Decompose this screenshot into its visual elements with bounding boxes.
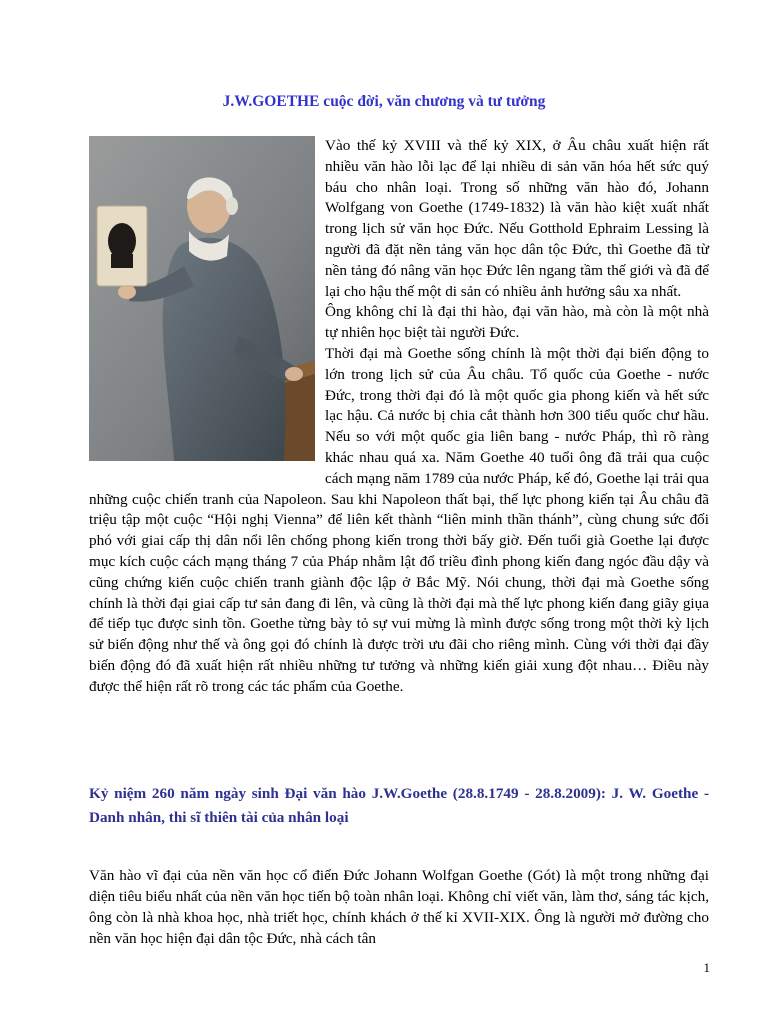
intro-paragraph: Vào thế kỷ XVIII và thế kỷ XIX, ở Âu châu xuất hiện rất nhiều văn hào lỗi lạc để lại nhiều di sản văn hóa hết sức quý báu cho nhân loại. Trong số những văn hào đó, Johann Wolfgang von Goethe (1749-1832) là văn hào kiệt xuất nhất trong lịch sử văn học Đức. Nếu Gotthold Ephraim Lessing là người đã đặt nền tảng văn học dân tộc Đức, thì Goethe đã từ nền tảng đó nâng văn học Đức lên ngang tầm thế giới và đã để lại cho hậu thế một di sản có nhiều ảnh hưởng sâu xa nhất. [325, 137, 709, 300]
intro-text [89, 136, 709, 698]
portrait-text-wrap-spacer [89, 136, 325, 484]
section-subheading: Kỷ niệm 260 năm ngày sinh Đại văn hào J.W.Goethe (28.8.1749 - 28.8.2009): J. W. Goethe - Danh nhân, thi sĩ thiên tài của nhân loại [89, 785, 709, 826]
document-title: J.W.GOETHE cuộc đời, văn chương và tư tưởng [222, 93, 546, 110]
intro-paragraph: Thời đại mà Goethe sống chính là một thời đại biến động to lớn trong lịch sử của Âu châu. Tổ quốc của Goethe - nước Đức, trong thời đại đó là một quốc gia phong kiến và hết sức lạc hậu. Cả nước bị chia cắt thành hơn 300 tiểu quốc chư hầu. Nếu so với một quốc gia liên bang - nước Pháp, thì rõ ràng khác nhau quá xa. Năm Goethe 40 tuổi ông đã trải qua cuộc cách mạng năm 1789 của nước Pháp, kế đó, Goethe lại trải qua những cuộc chiến tranh của Napoleon. Sau khi Napoleon thất bại, thế lực phong kiến tại Âu châu đã triệu tập một cuộc “Hội nghị Vienna” để liên kết thành “liên minh thần thánh”, cùng chung sức đối phó với giai cấp thị dân nổi lên chống phong kiến trong thời bấy giờ. Đến tuổi già Goethe lại được mục kích cuộc cách mạng tháng 7 của Pháp nhằm lật đổ triều đình phong kiến đang ngóc đầu dậy và cũng chứng kiến cuộc chiến tranh giành độc lập ở Bắc Mỹ. Nói chung, thời đại mà Goethe sống chính là thời đại giai cấp tư sản đang đi lên, và cũng là thời đại mà thế lực phong kiến đang giãy giụa để tiếp tục được sinh tồn. Goethe từng bày tỏ sự vui mừng là mình được sống trong một thời kỳ lịch sử biến động như thế và ông gọi đó chính là được trời ưu đãi cho riêng mình. Cùng với thời đại đầy biến động đó đã xuất hiện rất nhiều những tư tưởng và những kiến giải xung đột nhau… Điều này được thể hiện rất rõ trong các tác phẩm của Goethe. [89, 344, 710, 695]
page-number: 1 [703, 960, 710, 975]
section-paragraph: Văn hào vĩ đại của nền văn học cổ điển Đức Johann Wolfgan Goethe (Gót) là một trong những đại diện tiêu biểu nhất của nền văn học tiến bộ toàn nhân loại. Không chỉ viết văn, làm thơ, sáng tác kịch, ông còn là nhà khoa học, nhà triết học, chính khách ở thế kỉ XVII-XIX. Ông là người mở đường cho nền văn học hiện đại dân tộc Đức, nhà cách tân [89, 867, 709, 947]
intro-paragraph: Ông không chỉ là đại thi hào, đại văn hào, mà còn là một nhà tự nhiên học biệt tài người Đức. [325, 303, 709, 342]
